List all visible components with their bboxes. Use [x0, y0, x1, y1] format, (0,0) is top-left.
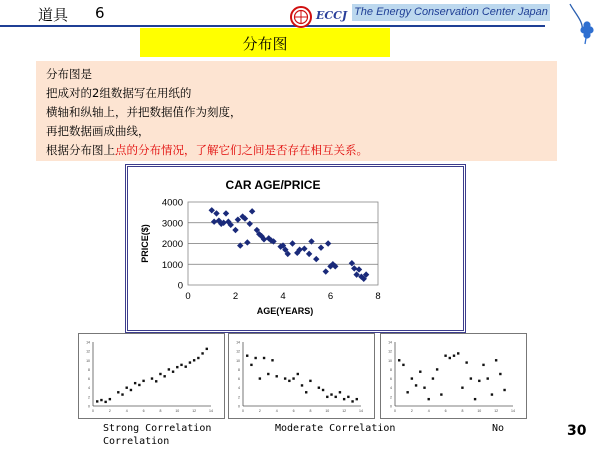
x-tick-label: 4 [280, 291, 286, 302]
data-point [159, 373, 161, 375]
y-axis-label: PRICE($) [140, 224, 150, 263]
data-point [168, 368, 170, 370]
data-point [267, 373, 269, 375]
data-point [292, 377, 294, 379]
x-tick-label: 6 [444, 409, 447, 413]
car-age-price-chart [128, 167, 463, 330]
section-label: 道具 [38, 6, 69, 24]
data-point [335, 396, 337, 398]
data-point [444, 355, 446, 357]
data-point [461, 387, 463, 389]
y-tick-label: 0 [238, 404, 240, 409]
eccj-logo-icon [290, 6, 312, 28]
data-point [263, 357, 265, 359]
x-tick-label: 8 [309, 409, 312, 413]
data-point [180, 364, 182, 366]
y-tick-label: 4 [88, 386, 90, 391]
strong-correlation-chart [79, 334, 224, 418]
y-tick-label: 6 [390, 377, 392, 382]
strong-correlation-frame [78, 333, 225, 419]
x-tick-label: 8 [375, 291, 381, 302]
data-point [347, 396, 349, 398]
data-point [487, 377, 489, 379]
x-tick-label: 12 [342, 409, 347, 413]
data-point [104, 401, 106, 403]
data-point [309, 380, 311, 382]
data-point [406, 391, 408, 393]
x-tick-label: 8 [461, 409, 464, 413]
data-point [134, 382, 136, 384]
y-tick-label: 1000 [161, 259, 183, 271]
data-point [465, 361, 467, 363]
no-correlation-chart [381, 334, 526, 418]
y-tick-label: 3000 [161, 218, 183, 230]
y-tick-label: 6 [238, 377, 240, 382]
data-point [495, 359, 497, 361]
data-point [470, 377, 472, 379]
data-point [482, 364, 484, 366]
data-point [474, 398, 476, 400]
data-point [126, 387, 128, 389]
y-tick-label: 12 [388, 349, 392, 354]
x-tick-label: 6 [292, 409, 295, 413]
org-banner [352, 4, 550, 21]
x-tick-label: 6 [327, 291, 334, 302]
data-point [432, 377, 434, 379]
data-point [121, 393, 123, 395]
x-axis-label: AGE(YEARS) [256, 306, 314, 316]
y-tick-label: 4 [390, 386, 392, 391]
y-tick-label: 4 [238, 386, 240, 391]
data-point [318, 387, 320, 389]
data-point [284, 377, 286, 379]
data-point [297, 373, 299, 375]
data-point [503, 389, 505, 391]
data-point [499, 373, 501, 375]
data-point [351, 400, 353, 402]
y-tick-label: 12 [236, 349, 240, 354]
data-point [411, 377, 413, 379]
chart-title: CAR AGE/PRICE [225, 178, 321, 192]
data-point [197, 357, 199, 359]
y-tick-label: 2 [88, 395, 90, 400]
description-line: 横轴和纵轴上，并把数据值作为刻度， [46, 105, 242, 119]
org-name: The Energy Conservation Center Japan [354, 6, 548, 18]
x-tick-label: 0 [242, 409, 244, 413]
data-point [138, 384, 140, 386]
x-tick-label: 14 [209, 409, 213, 413]
x-tick-label: 12 [192, 409, 197, 413]
y-tick-label: 8 [88, 367, 90, 372]
data-point [201, 352, 203, 354]
x-tick-label: 4 [275, 409, 278, 413]
description-box [36, 61, 557, 161]
data-point [276, 375, 278, 377]
x-tick-label: 12 [494, 409, 499, 413]
data-point [301, 384, 303, 386]
y-tick-label: 6 [88, 377, 90, 382]
title-banner [140, 28, 390, 57]
data-point [130, 389, 132, 391]
description-line-last [46, 142, 368, 158]
data-point [415, 384, 417, 386]
caption-moderate: Moderate Correlation [275, 423, 396, 434]
caption-strong: Strong Correlation [103, 423, 212, 434]
y-tick-label: 10 [236, 358, 240, 363]
data-point [142, 380, 144, 382]
data-point [246, 355, 248, 357]
data-point [453, 355, 455, 357]
x-tick-label: 6 [142, 409, 145, 413]
data-point [96, 400, 98, 402]
description-line: 把成对的2组数据写在用纸的 [46, 86, 192, 100]
y-tick-label: 2 [238, 395, 240, 400]
data-point [185, 365, 187, 367]
y-tick-label: 2000 [161, 239, 183, 250]
y-tick-label: 14 [86, 340, 90, 345]
data-point [206, 348, 208, 350]
data-point [176, 366, 178, 368]
caption-strong-cont: Correlation [103, 436, 170, 447]
x-tick-label: 0 [92, 409, 94, 413]
y-tick-label: 0 [177, 280, 183, 292]
x-tick-label: 10 [325, 409, 330, 413]
data-point [109, 398, 111, 400]
y-tick-label: 4000 [161, 197, 183, 209]
y-tick-label: 8 [238, 367, 240, 372]
x-tick-label: 14 [359, 409, 363, 413]
data-point [457, 352, 459, 354]
data-point [398, 359, 400, 361]
x-tick-label: 4 [427, 409, 430, 413]
x-tick-label: 14 [511, 409, 515, 413]
data-point [343, 398, 345, 400]
data-point [254, 357, 256, 359]
description-highlight: 点的分布情况，了解它们之间是否存在相互关系。 [115, 143, 368, 157]
x-tick-label: 2 [410, 409, 413, 413]
x-tick-label: 0 [185, 291, 191, 302]
data-point [189, 361, 191, 363]
data-point [356, 398, 358, 400]
y-tick-label: 2 [390, 395, 392, 400]
data-point [322, 389, 324, 391]
x-tick-label: 0 [394, 409, 396, 413]
x-tick-label: 10 [477, 409, 482, 413]
y-tick-label: 8 [390, 367, 392, 372]
data-point [100, 399, 102, 401]
y-tick-label: 0 [390, 404, 392, 409]
page-title: 分布图 [242, 35, 288, 53]
x-tick-label: 2 [108, 409, 111, 413]
header-divider [0, 25, 545, 27]
description-text: 根据分布图上 [46, 143, 115, 157]
data-point [428, 398, 430, 400]
y-tick-label: 0 [88, 404, 90, 409]
data-point [491, 393, 493, 395]
no-correlation-frame [380, 333, 527, 419]
data-point [423, 387, 425, 389]
data-point [250, 364, 252, 366]
moderate-correlation-chart [229, 334, 374, 418]
data-point [440, 393, 442, 395]
data-point [151, 377, 153, 379]
moderate-correlation-frame [228, 333, 375, 419]
y-tick-label: 12 [86, 349, 90, 354]
y-tick-label: 10 [86, 358, 90, 363]
clover-logo-icon [568, 2, 598, 48]
data-point [288, 380, 290, 382]
caption-no: No [492, 423, 505, 434]
data-point [163, 375, 165, 377]
data-point [326, 396, 328, 398]
logo-text: ECCJ [316, 9, 348, 22]
data-point [259, 377, 261, 379]
data-point [478, 380, 480, 382]
main-chart-frame [125, 164, 466, 333]
x-tick-label: 10 [175, 409, 180, 413]
data-point [436, 368, 438, 370]
y-tick-label: 10 [388, 358, 392, 363]
page-number: 30 [567, 423, 587, 439]
data-point [172, 371, 174, 373]
y-tick-label: 14 [388, 340, 392, 345]
data-point [305, 391, 307, 393]
x-tick-label: 2 [258, 409, 261, 413]
data-point [117, 391, 119, 393]
description-line: 再把数据画成曲线， [46, 124, 150, 138]
description-line: 分布图是 [46, 67, 92, 81]
data-point [339, 391, 341, 393]
y-tick-label: 14 [236, 340, 240, 345]
data-point [330, 393, 332, 395]
data-point [402, 364, 404, 366]
section-number: 6 [95, 4, 105, 22]
data-point [193, 359, 195, 361]
x-tick-label: 4 [125, 409, 128, 413]
data-point [155, 380, 157, 382]
data-point [419, 371, 421, 373]
x-tick-label: 8 [159, 409, 162, 413]
data-point [271, 359, 273, 361]
x-tick-label: 2 [232, 291, 239, 302]
data-point [449, 357, 451, 359]
